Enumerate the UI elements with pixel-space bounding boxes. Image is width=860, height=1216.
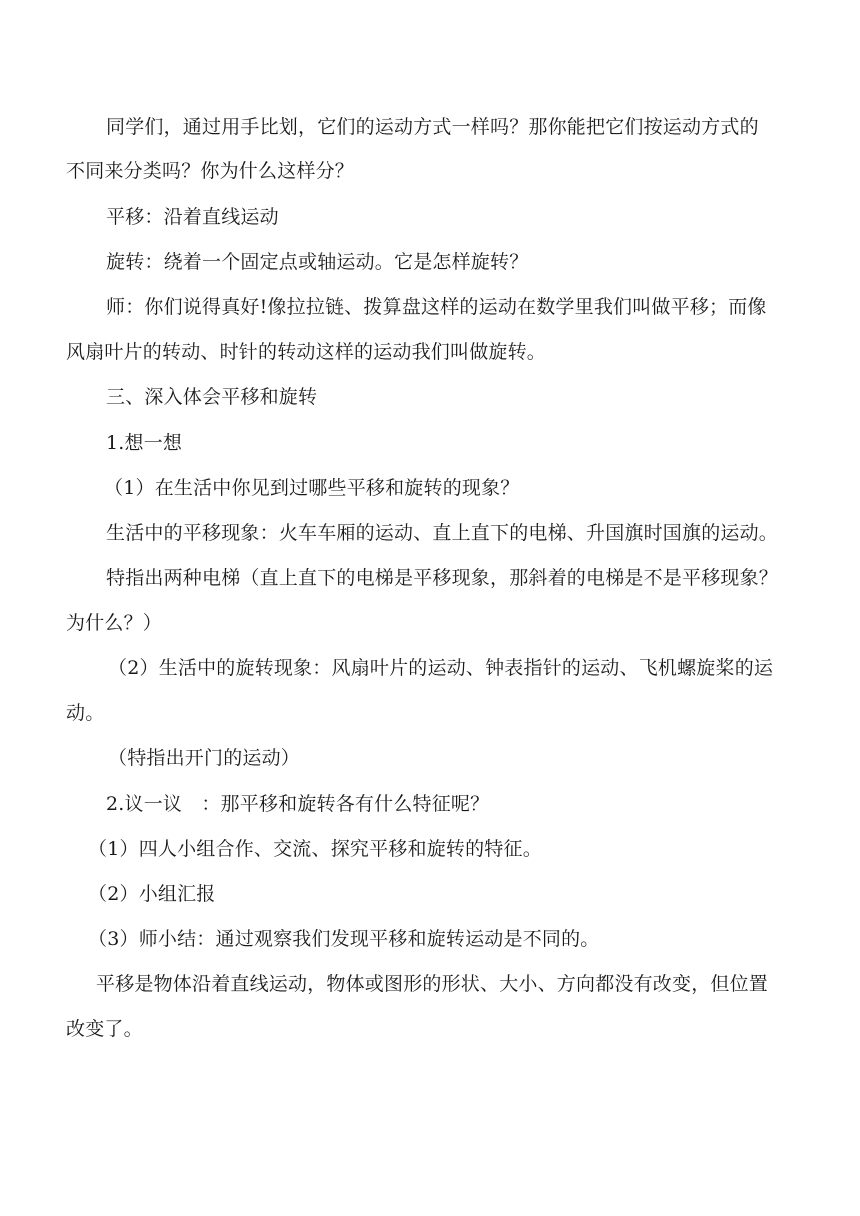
paragraph-line: 同学们，通过用手比划，它们的运动方式一样吗？那你能把它们按运动方式的 [106,116,759,138]
paragraph-line: （2）小组汇报 [88,883,216,905]
paragraph-line: 平移：沿着直线运动 [106,206,279,228]
paragraph-line: （1）在生活中你见到过哪些平移和旋转的现象？ [104,477,520,499]
paragraph-line: 动。 [66,702,105,724]
paragraph-line: 为什么？） [66,612,163,634]
paragraph-line: 风扇叶片的转动、时针的转动这样的运动我们叫做旋转。 [66,341,547,363]
paragraph-line: 改变了。 [66,1018,143,1040]
subsection-heading: 2.议一议 ：那平移和旋转各有什么特征呢？ [106,793,490,815]
subsection-heading: 1.想一想 [106,432,183,454]
paragraph-line: 旋转：绕着一个固定点或轴运动。它是怎样旋转？ [106,251,529,273]
paragraph-line: 师：你们说得真好!像拉拉链、拨算盘这样的运动在数学里我们叫做平移；而像 [106,296,767,318]
paragraph-line: （3）师小结：通过观察我们发现平移和旋转运动是不同的。 [88,928,600,950]
paragraph-line: 不同来分类吗？你为什么这样分？ [66,160,355,182]
paragraph-line: （特指出开门的运动） [108,747,301,769]
paragraph-line: 生活中的平移现象：火车车厢的运动、直上直下的电梯、升国旗时国旗的运动。 [106,522,779,544]
paragraph-line: （2）生活中的旋转现象：风扇叶片的运动、钟表指针的运动、飞机螺旋桨的运 [108,657,774,679]
paragraph-line: 平移是物体沿着直线运动，物体或图形的形状、大小、方向都没有改变，但位置 [96,973,769,995]
section-heading: 三、深入体会平移和旋转 [106,386,318,408]
paragraph-line: 特指出两种电梯（直上直下的电梯是平移现象，那斜着的电梯是不是平移现象？ [106,567,779,589]
paragraph-line: （1）四人小组合作、交流、探究平移和旋转的特征。 [88,838,542,860]
